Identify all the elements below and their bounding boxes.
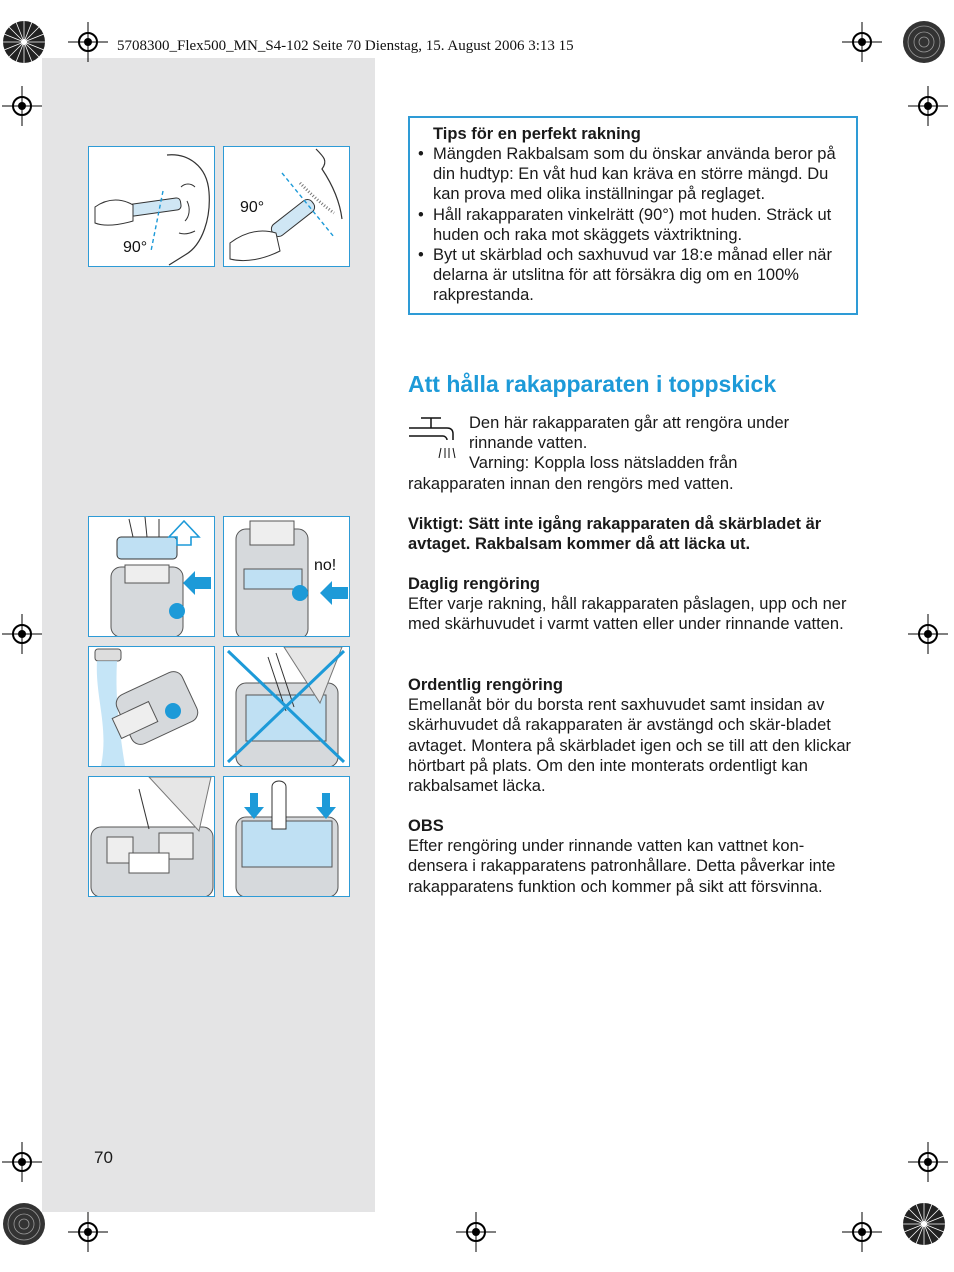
thorough-cleaning-text: Emellanåt bör du borsta rent saxhuvudet samt insidan av skärhuvudet då rakapparaten är avstängd och skär-bladet avtaget. Montera på skärbladet igen och se till att den klickar hörtbart på plats. Om den inte monterats ordentligt kan rakbalsamet läcka. — [408, 696, 851, 796]
starburst-mark-top-left — [2, 20, 46, 64]
angle-label-left: 90° — [123, 239, 148, 256]
angle-label-right: 90° — [240, 199, 265, 216]
intro-line: rinnande vatten. — [469, 434, 588, 453]
thorough-cleaning-block — [408, 675, 858, 796]
crop-mark-bottom-right — [842, 1212, 882, 1252]
starburst-mark-bottom-right — [902, 1202, 946, 1246]
crop-mark-left-middle — [2, 614, 42, 654]
section-title: Att hålla rakapparaten i toppskick — [408, 371, 777, 397]
intro-paragraph — [408, 413, 858, 494]
crop-mark-bottom-center — [456, 1212, 496, 1252]
obs-text: Efter rengöring under rinnande vatten kan vattnet kon-densera i rakapparatens patronhållare. Detta påverkar inte rakapparatens funktion och kommer på sikt att försvinna. — [408, 837, 836, 896]
starburst-mark-bottom-left — [2, 1202, 46, 1246]
crop-mark-top-left — [68, 22, 108, 62]
daily-cleaning-block — [408, 574, 858, 635]
illustration-reattach-foil — [223, 776, 350, 897]
page-number: 70 — [94, 1148, 113, 1167]
illustration-remove-foil — [88, 516, 215, 637]
obs-block — [408, 816, 858, 897]
thorough-cleaning-heading: Ordentlig rengöring — [408, 676, 563, 694]
illustration-brush-cutter — [88, 776, 215, 897]
crop-mark-left-lower — [2, 1142, 42, 1182]
crop-mark-left-upper — [2, 86, 42, 126]
tips-item: • Mängden Rakbalsam som du önskar använda beror på din hudtyp: En våt hud kan kräva en större mängd. Du kan prova med olika inställningar på reglaget. — [418, 144, 846, 205]
print-header: 5708300_Flex500_MN_S4-102 Seite 70 Dienstag, 15. August 2006 3:13 15 — [117, 38, 574, 54]
crop-mark-right-lower — [908, 1142, 948, 1182]
no-label: no! — [314, 557, 337, 574]
crop-mark-right-middle — [908, 614, 948, 654]
tips-list — [418, 144, 846, 306]
starburst-mark-top-right — [902, 20, 946, 64]
daily-cleaning-heading: Daglig rengöring — [408, 575, 540, 593]
daily-cleaning-text: Efter varje rakning, håll rakapparaten påslagen, upp och ner med skärhuvudet i varmt vatten eller under rinnande vatten. — [408, 595, 847, 634]
tips-item: • Byt ut skärblad och saxhuvud var 18:e månad eller när delarna är utslitna för att försäkra dig om en 100% rakprestanda. — [418, 245, 846, 306]
illustration-no-pressing — [223, 516, 350, 637]
illustration-rinse-water — [88, 646, 215, 767]
tips-box — [408, 116, 858, 315]
illustration-no-brushing-foil — [223, 646, 350, 767]
warning-line: Varning: Koppla loss nätsladden från — [469, 454, 738, 473]
crop-mark-top-right — [842, 22, 882, 62]
illustration-shaving-face — [88, 146, 215, 267]
tips-item: • Håll rakapparaten vinkelrätt (90°) mot huden. Sträck ut huden och raka mot skäggets växtriktning. — [418, 205, 846, 245]
crop-mark-right-upper — [908, 86, 948, 126]
tips-title: Tips för en perfekt rakning — [433, 125, 641, 143]
intro-line: Den här rakapparaten går att rengöra under — [469, 414, 790, 432]
important-notice: Viktigt: Sätt inte igång rakapparaten då skärbladet är avtaget. Rakbalsam kommer då att läcka ut. — [408, 515, 822, 554]
illustration-shaving-neck — [223, 146, 350, 267]
obs-heading: OBS — [408, 817, 444, 835]
warning-line: rakapparaten innan den rengörs med vatten. — [408, 474, 734, 493]
crop-mark-bottom-left — [68, 1212, 108, 1252]
